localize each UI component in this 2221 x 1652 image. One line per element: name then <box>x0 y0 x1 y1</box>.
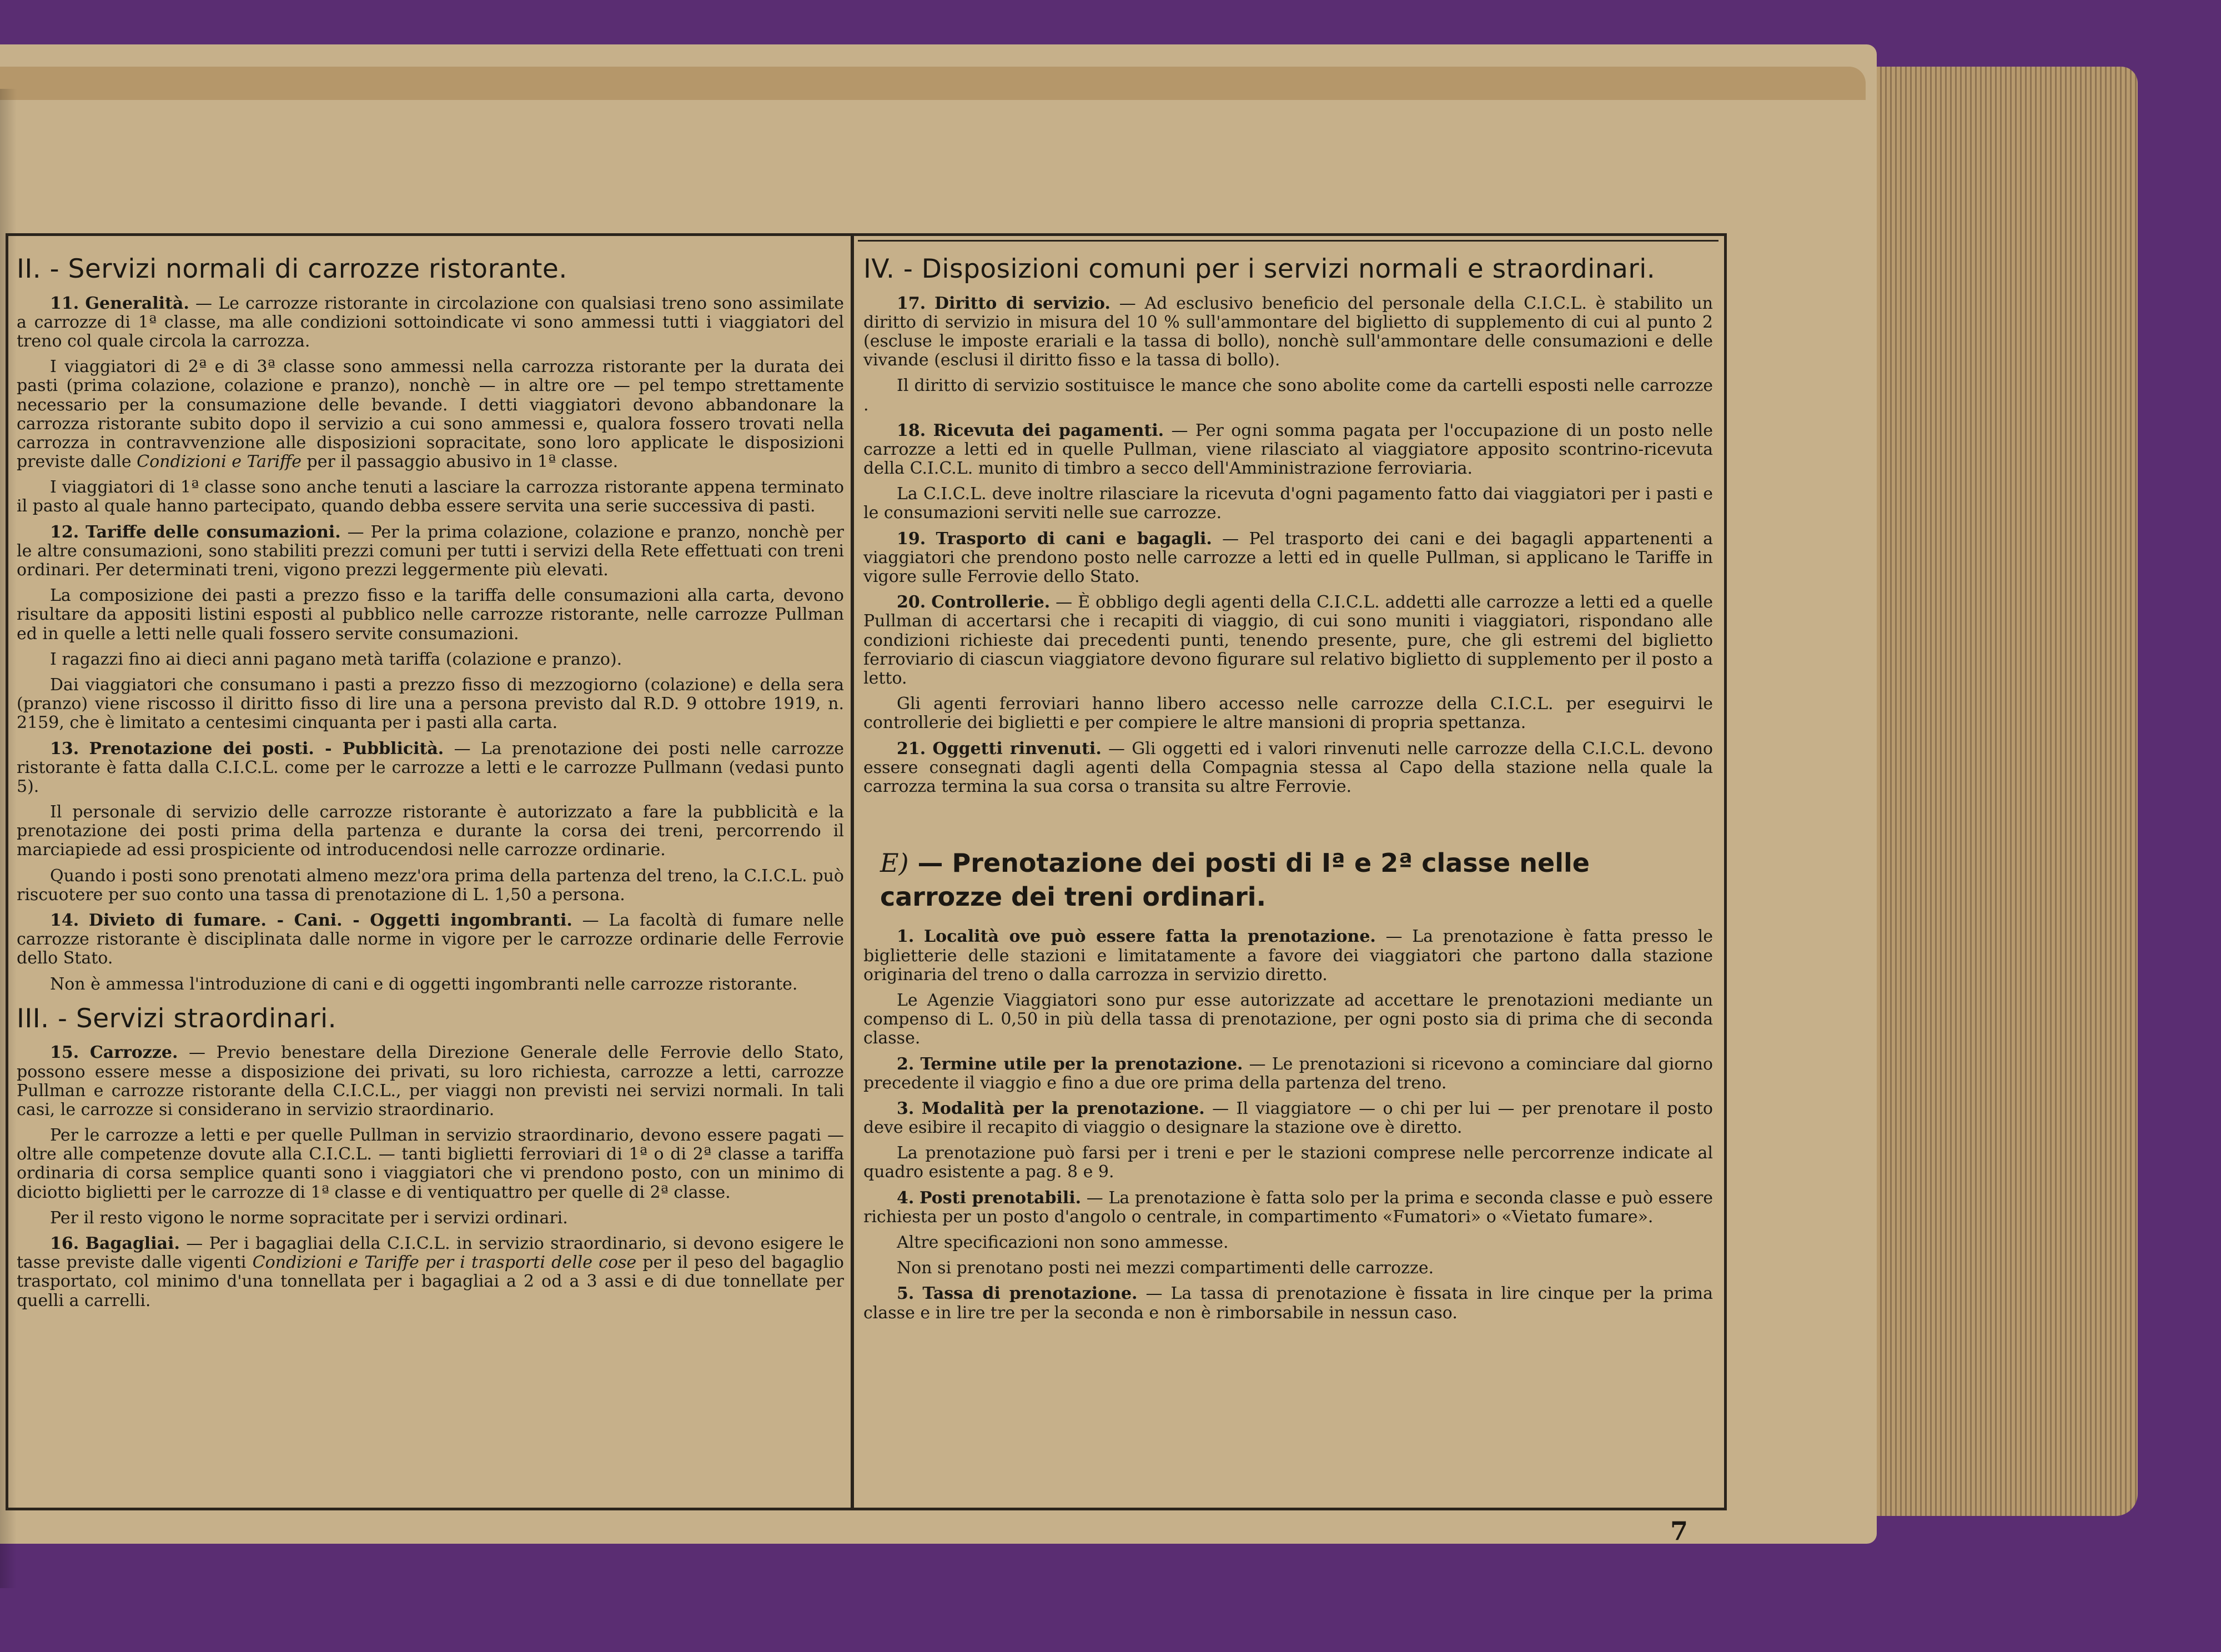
book-page <box>0 44 1877 1544</box>
para-head: Bagagliai. <box>85 1234 180 1254</box>
para-num: 1. <box>897 927 914 947</box>
left-column <box>17 244 844 1317</box>
para-text: — La prenotazione dei posti nelle carrozze ristorante è fatta dalla C.I.C.L. come per le carrozze a letti e le carrozze Pullmann (vedasi punto 5). <box>17 739 844 796</box>
para-num: 4. <box>897 1188 914 1208</box>
para-text: — Pel trasporto dei cani e dei bagagli appartenenti a viaggiatori che prendono posto nelle carrozze a letti ed in quelle Pullman, si applicano le Tariffe in vigore sulle Ferrovie dello Stato. <box>863 529 1713 587</box>
paragraph-14 <box>17 911 844 968</box>
section-iv-title: IV. - Disposizioni comuni per i servizi normali e straordinari. <box>863 254 1656 284</box>
para-head: Prenotazione dei posti. - Pubblicità. <box>89 739 444 759</box>
para-head: Posti prenotabili. <box>919 1188 1082 1208</box>
paragraph-20b: Gli agenti ferroviari hanno libero accesso nelle carrozze della C.I.C.L. per eseguirvi le controllerie dei biglietti e per compiere le altre mansioni di propria spettanza. <box>863 694 1713 733</box>
para-num: 21. <box>897 739 926 759</box>
paragraph-15b: Per le carrozze a letti e per quelle Pullman in servizio straordinario, devono essere pagati — oltre alle competenze dovute alla C.I.C.L. — tanti biglietti ferroviari di 1ª o di 2ª classe a tariffa ordinaria di corsa semplice quanti sono i viaggiatori che vi prendono posto, con un minimo di diciotto biglietti per le carrozze di 1ª classe e di ventiquattro per quelle di 2ª classe. <box>17 1126 844 1202</box>
para-text: — La facoltà di fumare nelle carrozze ristorante è disciplinata dalle norme in vigore per le carrozze ordinarie delle Ferrovie dello Stato. <box>17 911 844 968</box>
right-column <box>863 244 1713 1329</box>
section-e-title <box>863 846 1713 914</box>
para-text: — La prenotazione è fatta solo per la prima e seconda classe e può essere richiesta per un posto d'angolo o centrale, in compartimento «Fumatori» o «Vietato fumare». <box>863 1188 1714 1227</box>
para-num: 14. <box>50 911 79 931</box>
section-e-letter: E) <box>880 848 909 878</box>
paragraph-14b: Non è ammessa l'introduzione di cani e di oggetti ingombranti nelle carrozze ristorante. <box>50 974 798 994</box>
para-num: 5. <box>897 1284 914 1304</box>
para-text: — Gli oggetti ed i valori rinvenuti nelle carrozze della C.I.C.L. devono essere consegnati dagli agenti della Compagnia stessa al Capo della stazione nella quale la carrozza termina la sua corsa o transita su altre Ferrovie. <box>863 739 1713 796</box>
para-text: — Ad esclusivo beneficio del personale della C.I.C.L. è stabilito un diritto di servizio in misura del 10 % sull'ammontare del biglietto di supplemento di cui al punto 2 (escluse le imposte erariali e la tassa di bollo), nonchè sull'ammontare delle consumazioni e delle vivande (esclusi il diritto fisso e la tassa di bollo). <box>863 293 1713 370</box>
para-num: 13. <box>50 739 79 759</box>
para-num: 19. <box>897 529 926 549</box>
para-text: — Le prenotazioni si ricevono a cominciare dal giorno precedente il viaggio e fino a due ore prima della partenza del treno. <box>863 1054 1713 1093</box>
para-text: — È obbligo degli agenti della C.I.C.L. addetti alle carrozze a letti ed a quelle Pullman di accertarsi che i recapiti di viaggio, di cui sono muniti i viaggiatori, rispondano alle condizioni richieste dai precedenti punti, tenendo presente, pure, che gli estremi del biglietto ferroviario di ciascun viaggiatore devono figurare sul relativo biglietto di supplemento per il posto a letto. <box>863 592 1713 688</box>
paragraph-12d: Dai viaggiatori che consumano i pasti a prezzo fisso di mezzogiorno (colazione) e della sera (pranzo) viene riscosso il diritto fisso di lire una a persona previsto dal R.D. 9 ottobre 1919, n. 2159, che è limitato a centesimi cinquanta per i pasti alla carta. <box>17 675 844 733</box>
paragraph-11b <box>17 358 844 471</box>
para-num: 3. <box>897 1098 914 1118</box>
para-head: Carrozze. <box>89 1043 178 1063</box>
paragraph-e4b: Altre specificazioni non sono ammesse. <box>897 1233 1229 1253</box>
para-num: 20. <box>897 592 926 612</box>
para-text: — Per ogni somma pagata per l'occupazione di un posto nelle carrozze a letti ed in quelle Pullman, viene rilasciato al viaggiatore apposito scontrino-ricevuta della C.I.C.L. munito di timbro a secco dell'Amministrazione ferroviaria. <box>863 420 1713 479</box>
paragraph-16 <box>17 1234 844 1310</box>
para-text: — Per la prima colazione, colazione e pranzo, nonchè per le altre consumazioni, sono stabiliti prezzi comuni per tutti i servizi della Rete effettuati con treni ordinari. Per determinati treni, vigono prezzi leggermente più elevati. <box>17 522 844 580</box>
paragraph-e1b: Le Agenzie Viaggiatori sono pur esse autorizzate ad accettare le prenotazioni mediante un compenso di L. 0,50 in più della tassa di prenotazione, per ogni posto sia di prima che di seconda classe. <box>863 990 1713 1048</box>
para-text: I viaggiatori di 2ª e di 3ª classe sono ammessi nella carrozza ristorante per la durata dei pasti (prima colazione, colazione e pranzo), nonchè — in altre ore — pel tempo strettamente necessario per la consumazione delle bevande. I detti viaggiatori devono abbandonare la carrozza ristorante subito dopo il servizio a cui sono ammessi e, qualora fossero trovati nella carrozza in contravvenzione alle disposizioni sopracitate, sono loro applicate le disposizioni previste dalle <box>17 357 844 472</box>
paragraph-11c: I viaggiatori di 1ª classe sono anche tenuti a lasciare la carrozza ristorante appena terminato il pasto al quale hanno partecipato, quando debba essere servita una serie successiva di pasti. <box>17 478 844 516</box>
para-head: Generalità. <box>85 293 189 313</box>
para-text: — Previo benestare della Direzione Generale delle Ferrovie dello Stato, possono essere messe a disposizione dei privati, su loro richiesta, carrozze a letti, carrozze Pullman e carrozze ristorante della C.I.C.L., per viaggi non previsti nei servizi normali. In tali casi, le carrozze si considerano in servizio straordinario. <box>17 1043 844 1119</box>
para-head: Trasporto di cani e bagagli. <box>936 529 1212 549</box>
page-top-edge <box>0 67 1866 100</box>
para-head: Termine utile per la prenotazione. <box>920 1054 1243 1074</box>
paragraph-e5 <box>863 1284 1713 1322</box>
paragraph-e4 <box>863 1189 1713 1227</box>
para-head: Tariffe delle consumazioni. <box>86 522 341 542</box>
para-head: Diritto di servizio. <box>934 293 1110 313</box>
paragraph-17b: Il diritto di servizio sostituisce le mance che sono abolite come da cartelli esposti nelle carrozze . <box>863 376 1713 415</box>
para-text: — Le carrozze ristorante in circolazione con qualsiasi treno sono assimilate a carrozze di 1ª classe, ma alle condizioni sottoindicate vi sono ammessi tutti i viaggiatori del treno col quale circola la carrozza. <box>17 293 844 351</box>
paragraph-21 <box>863 740 1713 797</box>
para-text: — La tassa di prenotazione è fissata in lire cinque per la prima classe e in lire tre per la seconda e non è rimborsabile in nessun caso. <box>863 1284 1713 1323</box>
section-e-heading: — Prenotazione dei posti di Iª e 2ª classe nelle carrozze dei treni ordinari. <box>880 848 1590 912</box>
paragraph-e4c: Non si prenotano posti nei mezzi compartimenti delle carrozze. <box>897 1258 1434 1278</box>
para-head: Modalità per la prenotazione. <box>921 1098 1205 1118</box>
section-iii-title: III. - Servizi straordinari. <box>17 1003 337 1034</box>
paragraph-13c: Quando i posti sono prenotati almeno mezz'ora prima della partenza del treno, la C.I.C.L. può riscuotere per suo conto una tassa di prenotazione di L. 1,50 a persona. <box>17 866 844 905</box>
paragraph-12c: I ragazzi fino ai dieci anni pagano metà tariffa (colazione e pranzo). <box>50 649 622 669</box>
inner-rule <box>858 240 1718 242</box>
paragraph-12b: La composizione dei pasti a prezzo fisso e la tariffa delle consumazioni alla carta, devono risultare da appositi listini esposti al pubblico nelle carrozze ristorante, nelle carrozze Pullman ed in quelle a letti nelle quali fossero servite consumazioni. <box>17 586 844 644</box>
para-num: 16. <box>50 1234 79 1254</box>
paragraph-17 <box>863 294 1713 370</box>
paragraph-18 <box>863 421 1713 479</box>
paragraph-20 <box>863 593 1713 688</box>
para-num: 15. <box>50 1043 79 1063</box>
para-num: 12. <box>50 522 79 542</box>
para-head: Ricevuta dei pagamenti. <box>933 420 1164 440</box>
para-head: Controllerie. <box>931 592 1051 612</box>
para-num: 11. <box>50 293 79 313</box>
paragraph-19 <box>863 530 1713 587</box>
para-num: 18. <box>897 420 926 440</box>
para-head: Oggetti rinvenuti. <box>932 739 1102 759</box>
para-head: Tassa di prenotazione. <box>922 1284 1138 1304</box>
paragraph-e1 <box>863 927 1713 985</box>
para-num: 17. <box>897 293 926 313</box>
page-number: 7 <box>1670 1516 1689 1546</box>
paragraph-e3b: La prenotazione può farsi per i treni e per le stazioni comprese nelle percorrenze indicate al quadro esistente a pag. 8 e 9. <box>863 1143 1713 1182</box>
paragraph-13b: Il personale di servizio delle carrozze ristorante è autorizzato a fare la pubblicità e la prenotazione dei posti prima della partenza e durante la corsa dei treni, percorrendo il marciapiede ad essi prospiciente od introducendosi nelle carrozze ordinarie. <box>17 802 844 860</box>
para-text: — Il viaggiatore — o chi per lui — per prenotare il posto deve esibire il recapito di viaggio o designare la stazione ove è diretto. <box>863 1098 1713 1138</box>
paragraph-15 <box>17 1043 844 1119</box>
section-ii-title: II. - Servizi normali di carrozze ristorante. <box>17 254 567 284</box>
para-text: per il passaggio abusivo in 1ª classe. <box>302 452 619 472</box>
paragraph-12 <box>17 523 844 580</box>
para-italic: Condizioni e Tariffe per i trasporti delle cose <box>252 1253 637 1273</box>
para-num: 2. <box>897 1054 914 1074</box>
paragraph-e2 <box>863 1055 1713 1093</box>
paragraph-18b: La C.I.C.L. deve inoltre rilasciare la ricevuta d'ogni pagamento fatto dai viaggiatori per i pasti e le consumazioni serviti nelle sue carrozze. <box>863 484 1713 523</box>
para-text: — La prenotazione è fatta presso le biglietterie delle stazioni e limitatamente a favore dei viaggiatori che partono dalla stazione originaria del treno o dalla carrozza in servizio diretto. <box>863 927 1713 985</box>
paragraph-15c: Per il resto vigono le norme sopracitate per i servizi ordinari. <box>50 1208 568 1228</box>
para-italic: Condizioni e Tariffe <box>137 452 302 472</box>
column-divider <box>851 236 854 1508</box>
paragraph-e3 <box>863 1099 1713 1137</box>
para-head: Divieto di fumare. - Cani. - Oggetti ingombranti. <box>88 911 572 931</box>
paragraph-13 <box>17 740 844 797</box>
paragraph-11 <box>17 294 844 352</box>
para-text: — Per i bagagliai della C.I.C.L. in servizio straordinario, si devono esigere le tasse previste dalle vigenti <box>17 1234 844 1273</box>
para-text: per il peso del bagaglio trasportato, col minimo d'una tonnellata per i bagagliai a 2 od a 3 assi e di due tonnellate per quelli a carrelli. <box>17 1253 844 1310</box>
para-head: Località ove può essere fatta la prenotazione. <box>924 927 1376 947</box>
